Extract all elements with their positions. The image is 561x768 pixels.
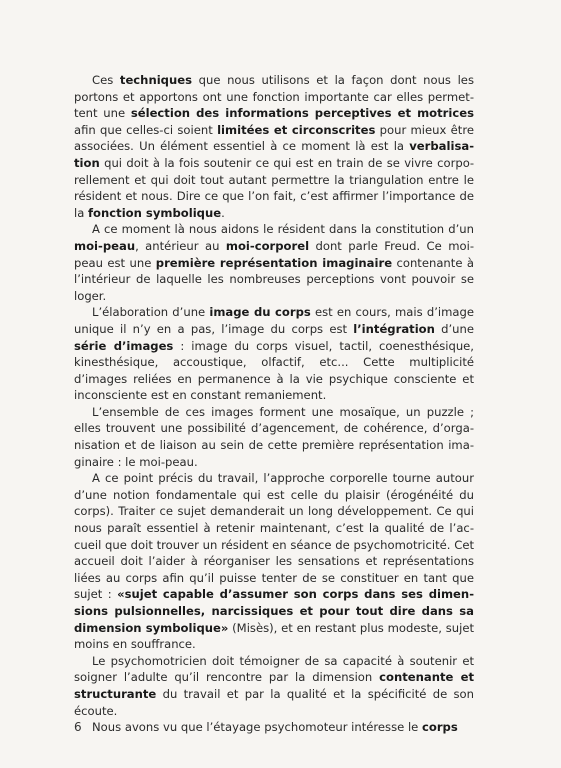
bold-term: l’intégration	[353, 321, 435, 336]
bold-term: première représentation imaginaire	[155, 255, 393, 270]
text-run: L’ensemble de ces images forment une mosaïque, un puzzle ; elles trouvent une possibilité d’agencement, de cohérence, d’organisation et de liaison au sein de cette première représentation imaginaire : le moi-peau.	[74, 404, 474, 469]
paragraph-4	[74, 404, 474, 470]
text-run: que nous utilisons et la façon dont nous les portons et apportons ont une fonction importante car elles permettent une	[74, 73, 474, 121]
text-run: est en cours, mais d’image unique il n’y en a pas, l’image du corps est	[74, 305, 474, 336]
paragraph-5	[74, 470, 474, 653]
paragraph-1	[74, 72, 474, 221]
page-body	[74, 72, 474, 736]
bold-term: sélection des informations perceptives et motrices	[130, 106, 474, 121]
bold-term: verbalisation	[74, 139, 474, 170]
bold-term: «sujet capable d’assumer son corps dans ses dimensions pulsionnelles, narcissiques et pour tout dire dans sa dimension symbolique»	[74, 587, 474, 635]
text-run: qui doit à la fois soutenir ce qui est en train de se vivre corporellement et qui doit tout autant permettre la triangulation entre le résident et nous. Dire ce que l’on fait, c’est affirmer l’importance de la	[74, 155, 474, 220]
bold-term: corps	[422, 720, 458, 735]
text-run: A ce point précis du travail, l’approche corporelle tourne autour d’une notion fondamentale qui est celle du plaisir (érogénéité du corps). Traiter ce sujet demanderait un long développement. Ce qui nous paraît essentiel à retenir maintenant, c’est la qualité de l’accueil que doit trouver un résident en séance de psychomotricité. Cet accueil doit l’aider à réorganiser les sensations et représentations liées au corps afin qu’il puisse tenter de se constituer en tant que sujet :	[74, 471, 474, 602]
text-run: (Misès), et en restant plus modeste, sujet moins en souffrance.	[74, 620, 474, 652]
text-run: Nous avons vu que l’étayage psychomoteur intéresse le	[92, 720, 422, 735]
page-number: 6	[74, 720, 82, 734]
bold-term: image du corps	[209, 305, 311, 320]
text-run: A ce moment là nous aidons le résident dans la constitution d’un	[92, 222, 474, 237]
text-run: dont parle Freud. Ce moi-peau est une	[74, 238, 474, 270]
paragraph-3	[74, 304, 474, 404]
text-run: : image du corps visuel, tactil, coenesthésique, kinesthésique, accoustique, olfactif, etc... Cette multiplicité d’images reliées en permanence à la vie psychique consciente et inconsciente est en constant remaniement.	[74, 338, 474, 403]
text-run: d’une	[434, 321, 474, 336]
text-run: contenante à l’intérieur de laquelle les nombreuses perceptions vont pouvoir se loger.	[74, 255, 474, 303]
bold-term: fonction symbolique	[88, 205, 222, 220]
text-run: , antérieur au	[135, 238, 226, 253]
bold-term: moi-corporel	[225, 238, 310, 253]
bold-term: moi-peau	[74, 238, 136, 253]
text-run: Le psychomotricien doit témoigner de sa capacité à soutenir et soigner l’adulte qu’il rencontre par la dimension	[74, 653, 474, 685]
text-run: afin que celles-ci soient	[74, 122, 218, 137]
text-run: pour mieux être associées. Un élément essentiel à ce moment là est la	[74, 122, 474, 154]
paragraph-2	[74, 221, 474, 304]
text-run: Ces	[92, 73, 120, 87]
bold-term: limitées et circonscrites	[217, 122, 376, 137]
bold-term: série d’images	[74, 338, 174, 353]
text-run: .	[221, 205, 225, 220]
paragraph-6	[74, 653, 474, 719]
paragraph-7	[74, 719, 474, 736]
bold-term: techniques	[119, 73, 192, 87]
text-run: du travail et par la qualité et la spécificité de son écoute.	[74, 686, 474, 718]
bold-term: contenante et structurante	[74, 670, 474, 701]
text-run: L’élaboration d’une	[92, 305, 210, 320]
